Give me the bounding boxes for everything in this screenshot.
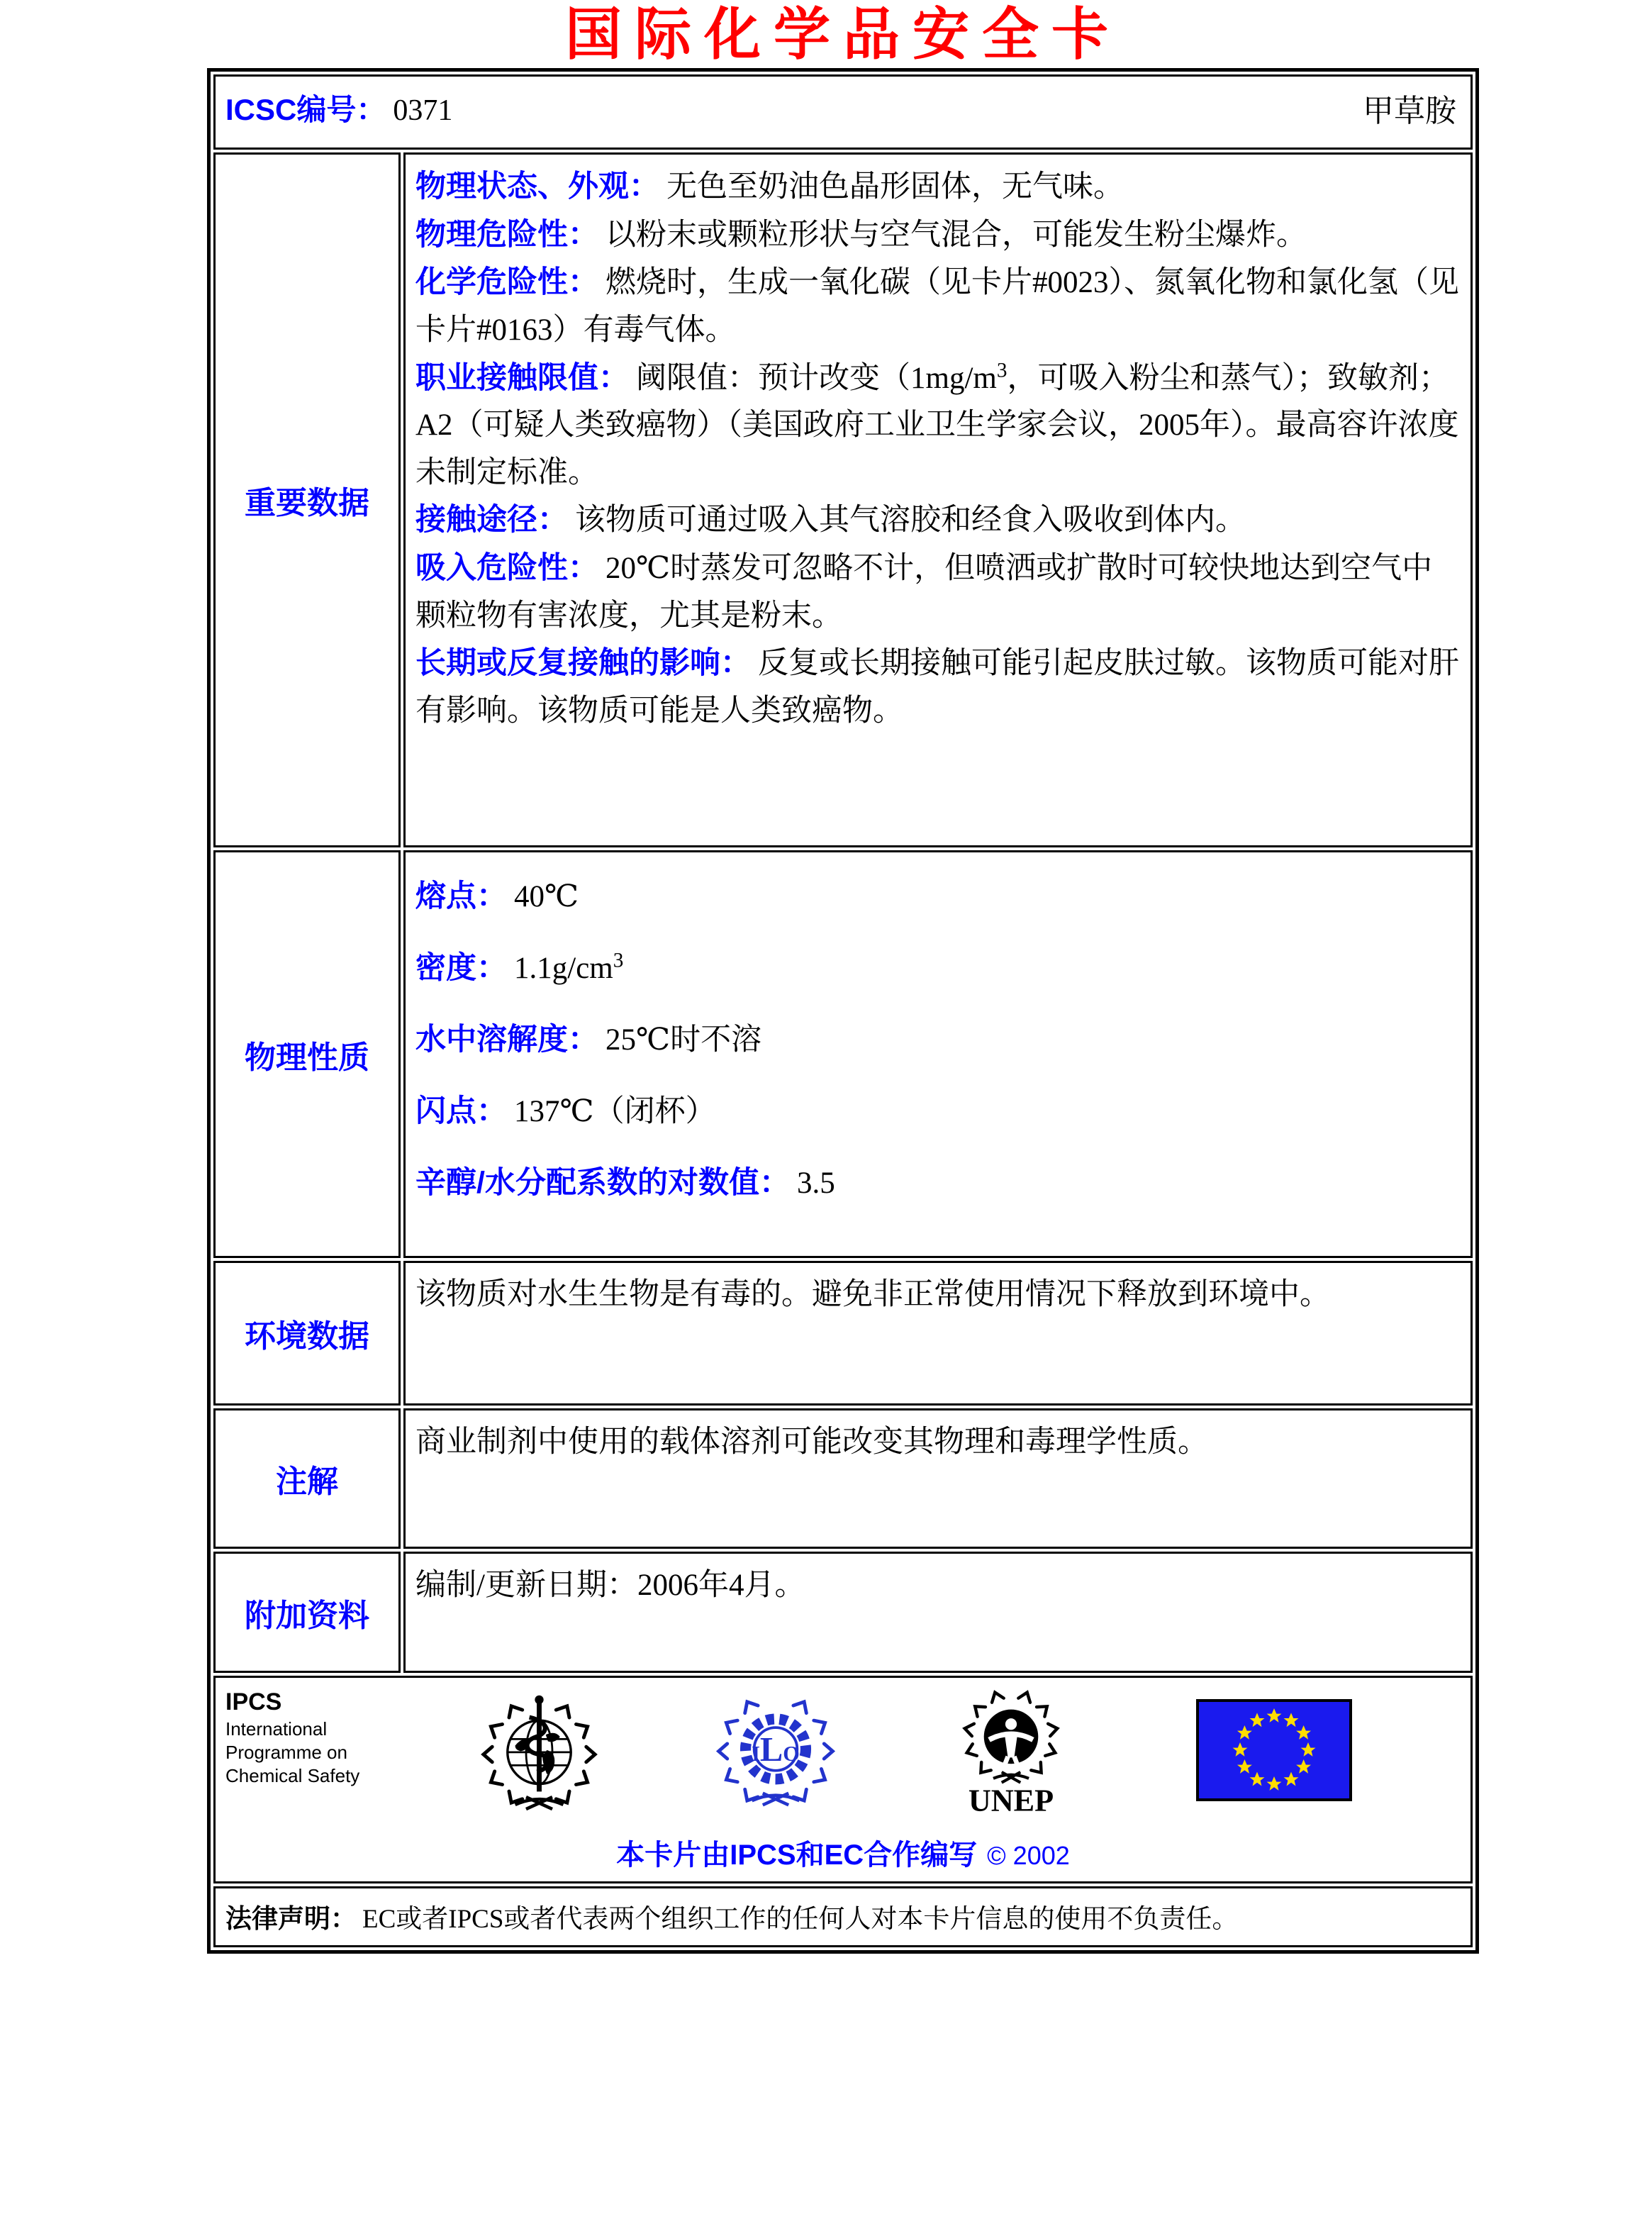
field-text: 25℃时不溶: [605, 1023, 762, 1057]
caption-copyright: © 2002: [987, 1841, 1070, 1870]
field-label: 长期或反复接触的影响：: [415, 646, 751, 681]
field-text: 以粉末或颗粒形状与空气混合，可能发生粉尘爆炸。: [605, 218, 1307, 252]
cooperation-caption: [225, 1832, 1461, 1873]
section-content-environment-data: [403, 1261, 1473, 1406]
data-item: [415, 259, 1461, 354]
section-environment-data: [213, 1261, 1473, 1406]
chemical-name: 甲草胺: [1363, 94, 1456, 128]
field-label: 熔点：: [415, 879, 507, 913]
legal-notice-text: EC或者IPCS或者代表两个组织工作的任何人对本卡片信息的使用不负责任。: [362, 1905, 1239, 1934]
environment-text: 该物质对水生生物是有毒的。避免非正常使用情况下释放到环境中。: [415, 1278, 1330, 1311]
field-label: 闪点：: [415, 1094, 507, 1129]
section-physical-properties: [213, 850, 1473, 1258]
caption-text: 本卡片由IPCS和EC合作编写: [616, 1840, 978, 1871]
property-item: [415, 1076, 1461, 1147]
section-label-notes: 注解: [213, 1408, 401, 1549]
section-label-physical-properties: 物理性质: [213, 850, 401, 1258]
data-item: [415, 496, 1461, 545]
ipcs-line: Programme on: [225, 1742, 347, 1763]
field-label: 密度：: [415, 951, 507, 986]
section-additional-information: [213, 1552, 1473, 1673]
page-title: 国际化学品安全卡: [565, 3, 1121, 66]
ilo-emblem-icon: [711, 1686, 840, 1818]
section-label-environment-data: 环境数据: [213, 1261, 401, 1406]
data-item: [415, 545, 1461, 640]
icsc-number-value: 0371: [393, 94, 453, 127]
field-text: 1.1g/cm: [514, 952, 613, 986]
field-text: 20℃时蒸发可忽略不计，但喷洒或扩散时可较快地达到空气中颗粒物有害浓度，尤其是粉末。: [415, 552, 1433, 633]
legal-row: [213, 1886, 1473, 1947]
ipcs-line: International: [225, 1718, 328, 1740]
section-content-additional-information: [403, 1552, 1473, 1673]
logos-cell: [213, 1676, 1473, 1883]
field-text: 无色至奶油色晶形固体，无气味。: [666, 170, 1124, 204]
section-content-important-data: [403, 152, 1473, 847]
unep-label: UNEP: [968, 1783, 1054, 1818]
ipcs-text-block: [225, 1686, 417, 1788]
field-label: 化学危险性：: [415, 265, 598, 300]
field-label: 接触途径：: [415, 503, 568, 538]
eu-flag-icon: [1196, 1699, 1352, 1801]
field-label: 辛醇/水分配系数的对数值：: [415, 1166, 790, 1201]
section-important-data: [213, 152, 1473, 847]
ipcs-line: Chemical Safety: [225, 1765, 360, 1786]
header-row: [213, 74, 1473, 150]
field-label: 吸入危险性：: [415, 551, 598, 586]
property-item: [415, 933, 1461, 1004]
field-text: 阈限值：预计改变（1mg/m: [636, 361, 997, 395]
additional-text: 编制/更新日期：2006年4月。: [415, 1569, 805, 1602]
property-item: [415, 1004, 1461, 1076]
ilo-letter: I: [752, 1742, 760, 1766]
field-text: 40℃: [514, 880, 579, 913]
section-content-physical-properties: [403, 850, 1473, 1258]
header-cell: [213, 74, 1473, 150]
section-label-additional-information: 附加资料: [213, 1552, 401, 1673]
ilo-letter: O: [783, 1742, 800, 1766]
section-label-important-data: 重要数据: [213, 152, 401, 847]
property-item: [415, 1147, 1461, 1219]
superscript: 3: [613, 949, 624, 972]
icsc-card: [207, 3, 1479, 1954]
data-item: [415, 355, 1461, 497]
section-content-notes: [403, 1408, 1473, 1549]
footer-logos-row: [213, 1676, 1473, 1883]
who-emblem-icon: [474, 1686, 605, 1822]
field-label: 物理状态、外观：: [415, 169, 659, 204]
property-item: [415, 861, 1461, 933]
data-item: [415, 211, 1461, 260]
field-text: 反复或长期接触可能引起皮肤过敏。该物质可能对肝有影响。该物质可能是人类致癌物。: [415, 647, 1459, 728]
legal-notice-label: 法律声明：: [225, 1904, 357, 1933]
icsc-number-label: ICSC编号：: [225, 93, 386, 126]
field-text: 燃烧时，生成一氧化碳（见卡片#0023）、氮氧化物和氯化氢（见卡片#0163）有毒气体。: [415, 266, 1459, 347]
notes-text: 商业制剂中使用的载体溶剂可能改变其物理和毒理学性质。: [415, 1425, 1208, 1459]
field-text: 137℃（闭杯）: [514, 1095, 716, 1129]
field-label: 物理危险性：: [415, 217, 598, 252]
unep-emblem-icon: [954, 1686, 1068, 1818]
field-text: 该物质可通过吸入其气溶胶和经食入吸收到体内。: [575, 503, 1246, 538]
legal-cell: [213, 1886, 1473, 1947]
section-notes: [213, 1408, 1473, 1549]
data-item: [415, 640, 1461, 735]
field-text: 3.5: [796, 1167, 835, 1201]
data-item: [415, 163, 1461, 211]
field-label: 水中溶解度：: [415, 1023, 598, 1057]
ilo-letter: L: [759, 1731, 783, 1769]
ipcs-title: IPCS: [225, 1688, 282, 1715]
field-label: 职业接触限值：: [415, 360, 629, 395]
superscript: 3: [996, 359, 1008, 382]
icsc-table: [207, 68, 1479, 1954]
icsc-number-group: [225, 87, 452, 129]
field-text-continued: ，可吸入粉尘和蒸气）；致敏剂；A2（可疑人类致癌物）（美国政府工业卫生学家会议，2005年）。最高容许浓度未制定标准。: [415, 361, 1459, 489]
